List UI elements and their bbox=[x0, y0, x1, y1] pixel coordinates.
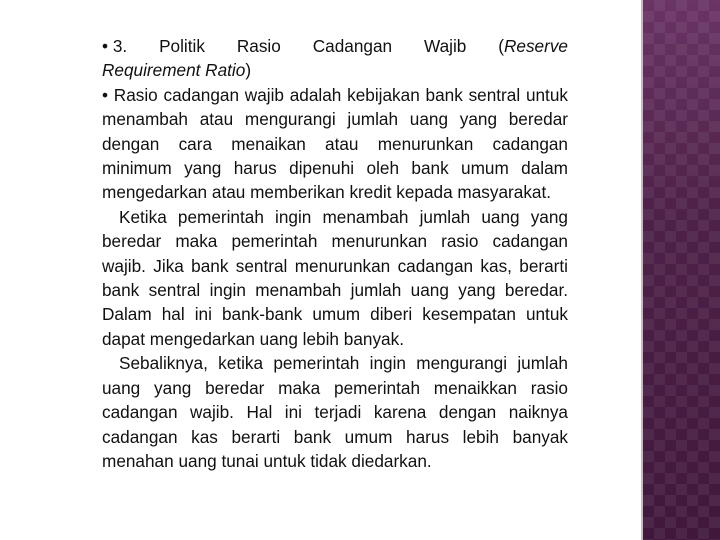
decorative-side-panel bbox=[641, 0, 720, 540]
decrease-paragraph: Sebaliknya, ketika pemerintah ingin mengurangi jumlah uang yang beredar maka pemerintah menaikkan rasio cadangan wajib. Hal ini terjadi karena dengan naiknya cadangan kas berarti bank umum harus lebih banyak menahan uang tunai untuk tidak diedarkan. bbox=[102, 353, 568, 471]
heading-word: Rasio bbox=[236, 36, 281, 56]
heading-word: Politik bbox=[159, 36, 205, 56]
heading-word: Cadangan bbox=[312, 36, 393, 56]
text-body bbox=[102, 34, 568, 473]
definition-paragraph: • Rasio cadangan wajib adalah kebijakan bank sentral untuk menambah atau mengurangi jumlah uang yang beredar dengan cara menaikan atau menurunkan cadangan minimum yang harus dipenuhi oleh bank umum dalam mengedarkan atau memberikan kredit kepada masyarakat. bbox=[102, 84, 568, 203]
heading-line bbox=[102, 34, 568, 58]
heading-continuation: Requirement Ratio) bbox=[102, 60, 252, 81]
increase-paragraph: Ketika pemerintah ingin menambah jumlah uang yang beredar maka pemerintah menurunkan rasio cadangan wajib. Jika bank sentral menurunkan cadangan kas, berarti bank sentral ingin menambah jumlah uang yang beredar. Dalam hal ini bank-bank umum diberi kesempatan untuk dapat mengedarkan uang lebih banyak. bbox=[102, 206, 568, 349]
heading-bullet-number: • 3. bbox=[102, 36, 128, 56]
heading-word: Wajib bbox=[423, 36, 467, 56]
heading-english-term-start: (Reserve bbox=[498, 36, 568, 56]
